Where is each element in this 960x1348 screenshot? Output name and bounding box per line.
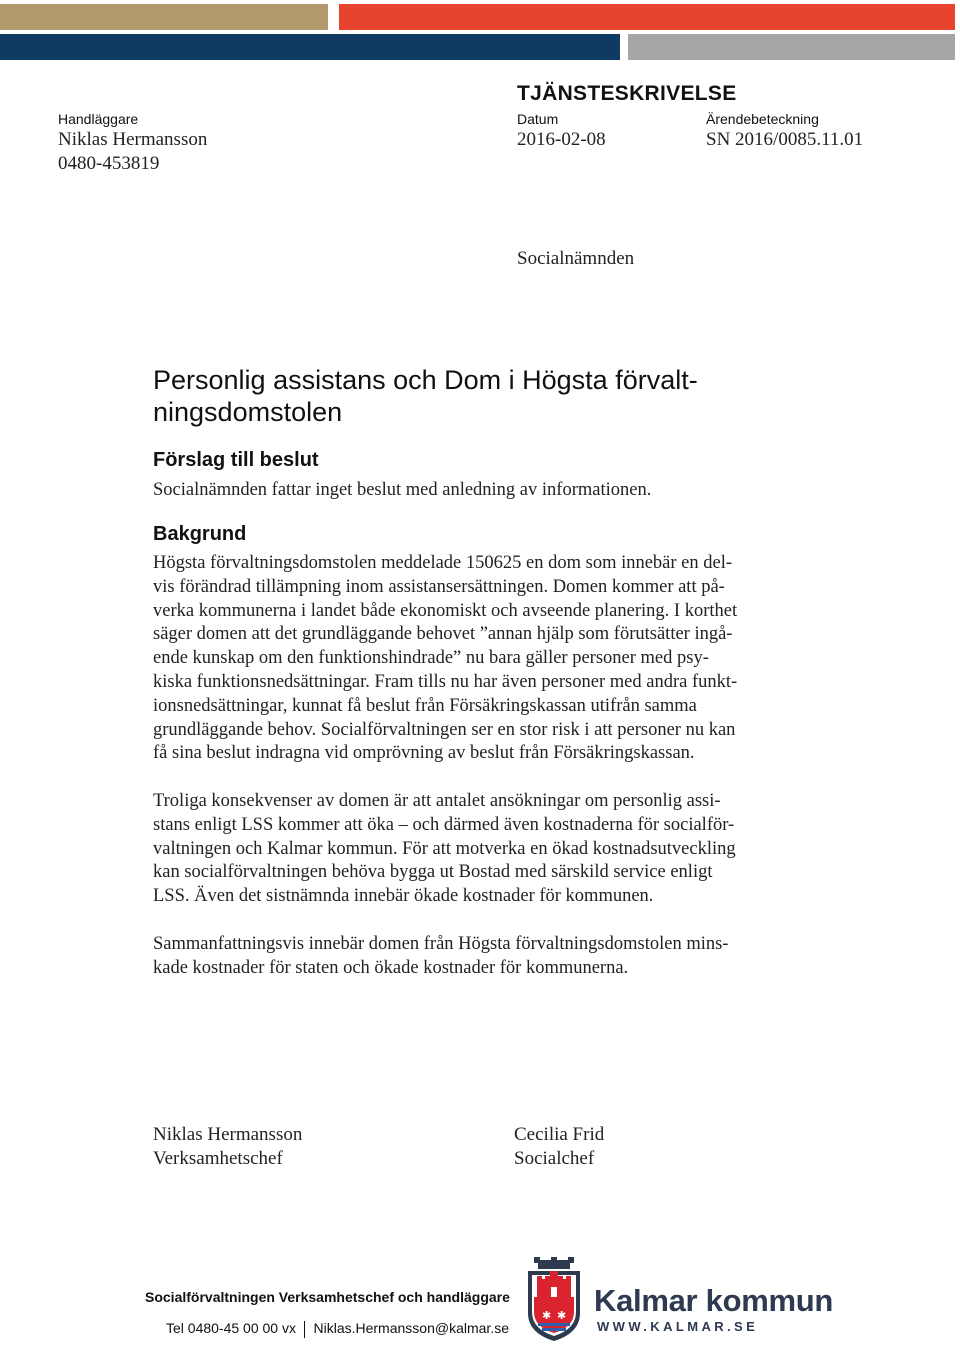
- paragraph-line: Sammanfattningsvis innebär domen från Högsta förvaltningsdomstolen mins-: [153, 934, 729, 954]
- bakgrund-line: grundläggande behov. Socialförvaltningen ser en stor risk i att personer nu kan: [153, 719, 736, 740]
- footer-department: Socialförvaltningen Verksamhetschef och handläggare: [145, 1289, 510, 1305]
- handlaggare-phone: 0480-453819: [58, 153, 160, 174]
- logo-url: WWW.KALMAR.SE: [597, 1319, 759, 1334]
- bakgrund-line: ende kunskap om den funktionshindrade” nu bara gäller personer med psy-: [153, 648, 709, 669]
- bakgrund-heading: Bakgrund: [153, 523, 247, 545]
- consequences-paragraph: [153, 790, 813, 909]
- footer-tel: Tel 0480-45 00 00 vx: [166, 1320, 296, 1336]
- recipient: Socialnämnden: [517, 248, 635, 269]
- signature-block-1: [153, 1123, 302, 1171]
- header-bar-red: [339, 4, 955, 30]
- page-title: [153, 364, 833, 428]
- signature-block-2: [514, 1123, 604, 1171]
- bakgrund-line: kiska funktionsnedsättningar. Fram tills nu har även personer med andra funkt-: [153, 671, 738, 692]
- paragraph-line: LSS. Även det sistnämnda innebär ökade kostnader för kommunen.: [153, 886, 654, 907]
- summary-paragraph: [153, 933, 813, 981]
- title-line-2: ningsdomstolen: [153, 397, 343, 427]
- paragraph-line: kade kostnader för staten och ökade kostnader för kommunerna.: [153, 957, 629, 978]
- bakgrund-paragraph: [153, 552, 813, 766]
- paragraph-line: Troliga konsekvenser av domen är att antalet ansökningar om personlig assi-: [153, 791, 721, 811]
- bakgrund-line: få sina beslut indragna vid omprövning av beslut från Försäkringskassan.: [153, 743, 695, 764]
- handlaggare-label: Handläggare: [58, 111, 139, 127]
- document-type: TJÄNSTESKRIVELSE: [517, 82, 737, 105]
- svg-text:✱: ✱: [542, 1309, 552, 1322]
- kalmar-coat-of-arms-icon: [524, 1257, 584, 1343]
- signature-role: Socialchef: [514, 1148, 595, 1169]
- arende-label: Ärendebeteckning: [706, 111, 819, 127]
- bakgrund-line: vis förändrad tillämpning inom assistansersättningen. Domen kommer att på-: [153, 576, 725, 597]
- signature-name: Cecilia Frid: [514, 1124, 605, 1145]
- paragraph-line: valtningen och Kalmar kommun. För att motverka en ökad kostnadsutveckling: [153, 838, 736, 859]
- footer-contact: [166, 1320, 509, 1338]
- signature-name: Niklas Hermansson: [153, 1124, 303, 1145]
- datum-label: Datum: [517, 111, 559, 127]
- footer-divider: [304, 1321, 306, 1338]
- datum-value: 2016-02-08: [517, 129, 606, 150]
- logo-name: Kalmar kommun: [594, 1283, 833, 1318]
- header-bar-gold: [0, 4, 328, 30]
- bakgrund-line: ionsnedsättningar, kunnat få beslut från Försäkringskassan utifrån samma: [153, 695, 697, 716]
- forslag-heading: Förslag till beslut: [153, 449, 319, 471]
- header-bar-gray: [628, 34, 955, 60]
- paragraph-line: stans enligt LSS kommer att öka – och därmed även kostnaderna för socialför-: [153, 814, 735, 835]
- paragraph-line: kan socialförvaltningen behöva bygga ut Bostad med särskild service enligt: [153, 862, 713, 883]
- forslag-text: Socialnämnden fattar inget beslut med anledning av informationen.: [153, 480, 652, 500]
- svg-text:✱: ✱: [557, 1309, 567, 1322]
- bakgrund-line: Högsta förvaltningsdomstolen meddelade 150625 en dom som innebär en del-: [153, 553, 733, 573]
- handlaggare-name: Niklas Hermansson: [58, 129, 208, 150]
- footer-email[interactable]: Niklas.Hermansson@kalmar.se: [313, 1320, 509, 1336]
- arende-value: SN 2016/0085.11.01: [706, 129, 864, 150]
- bakgrund-line: verka kommunerna i landet både ekonomiskt och avseende planering. I korthet: [153, 600, 738, 621]
- title-line-1: Personlig assistans och Dom i Högsta förvalt-: [153, 365, 698, 395]
- header-bar-navy: [0, 34, 620, 60]
- signature-role: Verksamhetschef: [153, 1148, 283, 1169]
- bakgrund-line: säger domen att det grundläggande behovet ”annan hjälp som förutsätter ingå-: [153, 624, 733, 645]
